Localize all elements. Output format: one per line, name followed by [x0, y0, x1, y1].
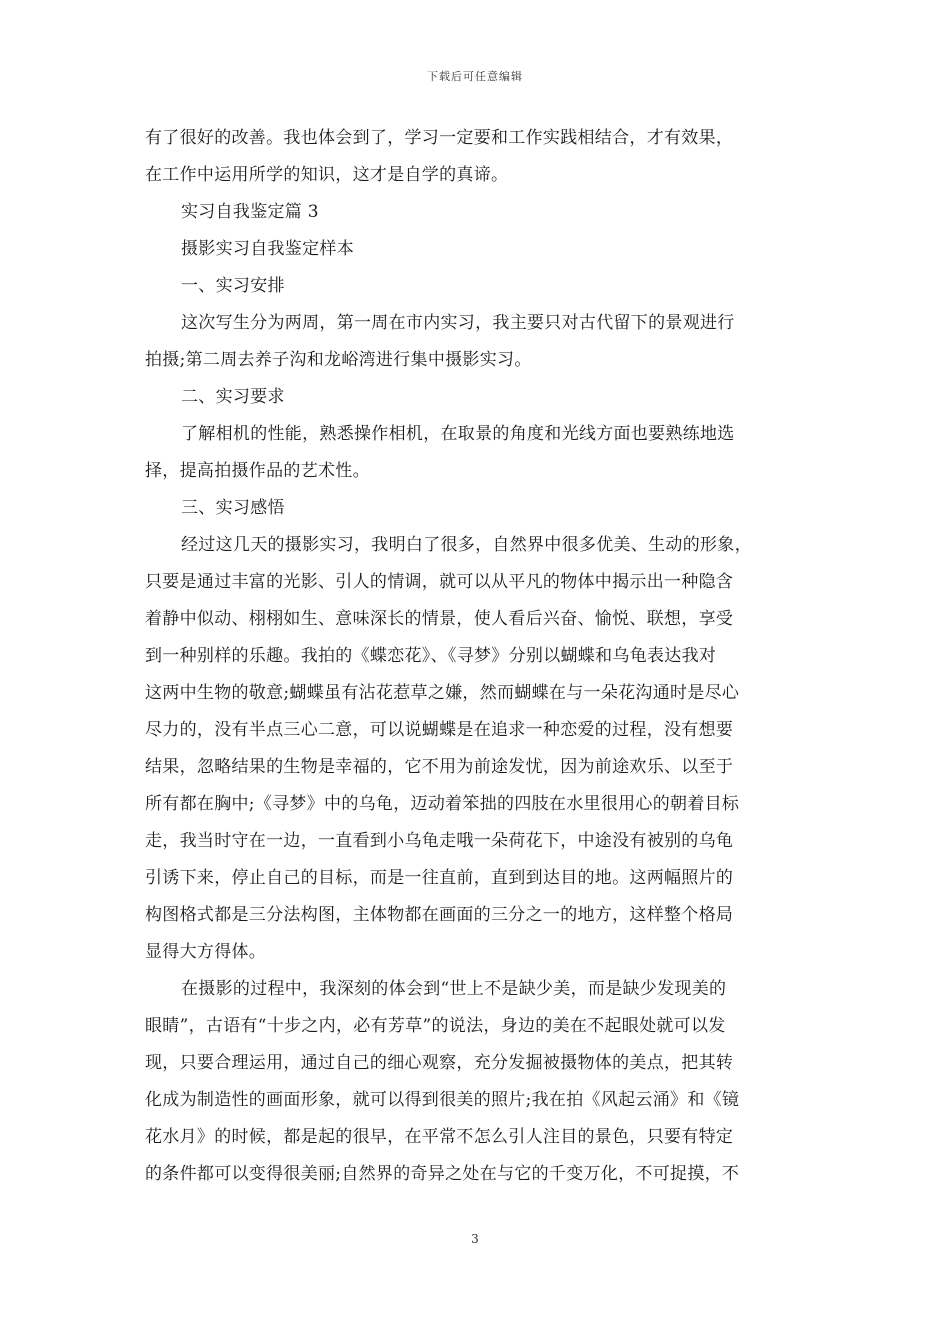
text-line: 拍摄;第二周去养子沟和龙峪湾进行集中摄影实习。	[145, 350, 532, 370]
text-line: 眼睛”，古语有“十步之内，必有芳草”的说法，身边的美在不起眼处就可以发	[145, 1016, 726, 1036]
text-line: 在工作中运用所学的知识，这才是自学的真谛。	[145, 165, 509, 185]
text-line: 只要是通过丰富的光影、引人的情调，就可以从平凡的物体中揭示出一种隐含	[145, 572, 734, 592]
text-line: 结果，忽略结果的生物是幸福的，它不用为前途发忧，因为前途欢乐、以至于	[145, 757, 734, 777]
heading-title: 摄影实习自我鉴定样本	[181, 239, 354, 259]
text-line: 经过这几天的摄影实习，我明白了很多，自然界中很多优美、生动的形象，	[181, 535, 752, 555]
text-line: 这两中生物的敬意;蝴蝶虽有沾花惹草之嫌，然而蝴蝶在与一朵花沟通时是尽心	[145, 683, 740, 703]
text-line: 了解相机的性能，熟悉操作相机，在取景的角度和光线方面也要熟练地选	[181, 424, 735, 444]
document-body	[145, 120, 810, 1193]
paragraph-4	[145, 527, 810, 971]
text-line: 引诱下来，停止自己的目标，而是一往直前，直到到达目的地。这两幅照片的	[145, 868, 734, 888]
text-line: 到一种别样的乐趣。我拍的《蝶恋花》、《寻梦》分别以蝴蝶和乌龟表达我对	[145, 646, 717, 666]
text-line: 花水月》的时候，都是起的很早，在平常不怎么引人注目的景色，只要有特定	[145, 1127, 734, 1147]
text-line: 这次写生分为两周，第一周在市内实习，我主要只对古代留下的景观进行	[181, 313, 735, 333]
page-number: 3	[471, 1232, 479, 1246]
page-header: 下载后可任意编辑	[427, 70, 523, 83]
text-line: 化成为制造性的画面形象，就可以得到很美的照片;我在拍《风起云涌》和《镜	[145, 1090, 740, 1110]
text-line: 的条件都可以变得很美丽;自然界的奇异之处在与它的千变万化，不可捉摸，不	[145, 1164, 740, 1184]
text-line: 显得大方得体。	[145, 942, 267, 962]
section-heading-requirements: 二、实习要求	[181, 387, 285, 407]
text-line: 构图格式都是三分法构图，主体物都在画面的三分之一的地方，这样整个格局	[145, 905, 734, 925]
heading-article: 实习自我鉴定篇 3	[181, 202, 319, 222]
paragraph-3	[145, 416, 810, 490]
paragraph-5	[145, 971, 810, 1193]
text-line: 有了很好的改善。我也体会到了，学习一定要和工作实践相结合，才有效果，	[145, 128, 734, 148]
section-heading-arrangement: 一、实习安排	[181, 276, 285, 296]
paragraph-2	[145, 305, 810, 379]
text-line: 着静中似动、栩栩如生、意味深长的情景，使人看后兴奋、愉悦、联想，享受	[145, 609, 734, 629]
text-line: 尽力的，没有半点三心二意，可以说蝴蝶是在追求一种恋爱的过程，没有想要	[145, 720, 734, 740]
section-heading-reflections: 三、实习感悟	[181, 498, 285, 518]
text-line: 所有都在胸中;《寻梦》中的乌龟，迈动着笨拙的四肢在水里很用心的朝着目标	[145, 794, 740, 814]
text-line: 择，提高拍摄作品的艺术性。	[145, 461, 370, 481]
text-line: 现，只要合理运用，通过自己的细心观察，充分发掘被摄物体的美点，把其转	[145, 1053, 734, 1073]
paragraph-1	[145, 120, 810, 194]
text-line: 走，我当时守在一边，一直看到小乌龟走哦一朵荷花下，中途没有被别的乌龟	[145, 831, 734, 851]
text-line: 在摄影的过程中，我深刻的体会到“世上不是缺少美，而是缺少发现美的	[181, 979, 727, 999]
